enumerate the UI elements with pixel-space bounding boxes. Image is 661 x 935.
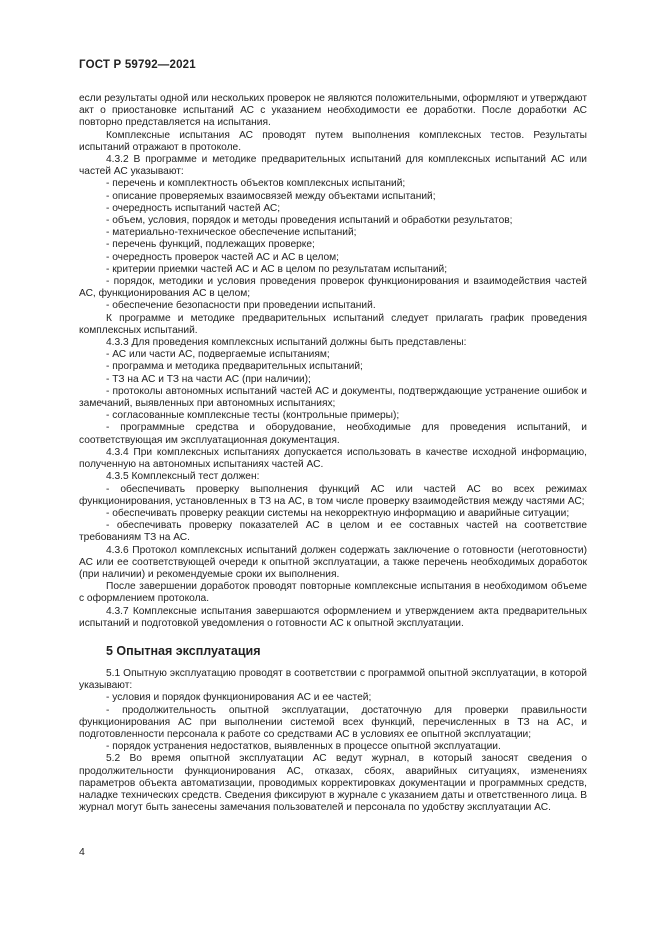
paragraph: - обеспечивать проверку реакции системы на некорректную информацию и аварийные ситуации;	[106, 507, 570, 519]
paragraph: 4.3.7 Комплексные испытания завершаются оформлением и утверждением акта предварительных испытаний и подготовкой уведомления о готовности АС к опытной эксплуатации.	[79, 605, 587, 629]
paragraph: 4.3.5 Комплексный тест должен:	[106, 471, 260, 483]
paragraph: - ТЗ на АС и ТЗ на части АС (при наличии);	[106, 373, 311, 385]
paragraph: Комплексные испытания АС проводят путем выполнения комплексных тестов. Результаты испытаний отражают в протоколе.	[79, 129, 587, 153]
paragraph: К программе и методике предварительных испытаний следует прилагать график проведения комплексных испытаний.	[79, 312, 587, 336]
paragraph: - программные средства и оборудование, необходимые для проведения испытаний, и соответствующая им эксплуатационная документация.	[79, 422, 587, 446]
paragraph: - описание проверяемых взаимосвязей между объектами испытаний;	[106, 190, 436, 202]
paragraph: - АС или части АС, подвергаемые испытаниям;	[106, 349, 330, 361]
paragraph: - условия и порядок функционирования АС и ее частей;	[106, 692, 372, 704]
paragraph: - обеспечивать проверку показателей АС в целом и ее составных частей на соответствие требованиям ТЗ на АС.	[79, 520, 587, 544]
paragraph: - объем, условия, порядок и методы проведения испытаний и обработки результатов;	[106, 215, 513, 227]
paragraph: - очередность испытаний частей АС;	[106, 202, 281, 214]
paragraph: 4.3.6 Протокол комплексных испытаний должен содержать заключение о готовности (неготовности) АС или ее соответствующей очереди к опытной эксплуатации, а также перечень необходимых доработок (при наличии) и рекомендуемые сроки их выполнения.	[79, 544, 587, 580]
section-5-heading: 5 Опытная эксплуатация	[106, 643, 261, 658]
document-body	[79, 93, 587, 814]
paragraph: 4.3.4 При комплексных испытаниях допускается использовать в качестве исходной информацию, полученную на автономных испытаниях частей АС.	[79, 446, 587, 471]
page-number: 4	[79, 846, 85, 858]
paragraph: - критерии приемки частей АС и АС в целом по результатам испытаний;	[106, 263, 448, 275]
paragraph: - перечень функций, подлежащих проверке;	[106, 239, 315, 251]
paragraph: - очередность проверок частей АС и АС в целом;	[106, 251, 340, 263]
document-header: ГОСТ Р 59792—2021	[79, 59, 196, 71]
paragraph: - порядок, методики и условия проведения проверок функционирования и взаимодействия частей АС, функционирования АС в целом;	[79, 276, 587, 300]
paragraph: - продолжительность опытной эксплуатации, достаточную для проверки правильности функционирования АС при выполнении системой всех функций, перечисленных в ТЗ на АС, и подготовленности персонала к работе со средствами АС в условиях ее опытной эксплуатации;	[79, 704, 587, 740]
section-5-text	[79, 668, 587, 814]
paragraph: - порядок устранения недостатков, выявленных в процессе опытной эксплуатации.	[106, 741, 501, 753]
paragraph: 4.3.2 В программе и методике предварительных испытаний для комплексных испытаний АС или частей АС указывают:	[79, 154, 587, 178]
paragraph: - перечень и комплектность объектов комплексных испытаний;	[106, 178, 406, 190]
paragraph: - протоколы автономных испытаний частей АС и документы, подтверждающие устранение ошибок и замечаний, выявленных при автономных испытаниях;	[79, 385, 587, 410]
paragraph: 4.3.3 Для проведения комплексных испытаний должны быть представлены:	[106, 337, 467, 349]
paragraph: - обеспечивать проверку выполнения функций АС или частей АС во всех режимах функционирования, установленных в ТЗ на АС, в том числе проверку взаимодействия между частями АС;	[79, 483, 587, 507]
paragraph: 5.2 Во время опытной эксплуатации АС ведут журнал, в который заносят сведения о продолжительности функционирования АС, отказах, сбоях, аварийных ситуациях, изменениях параметров объекта автоматизации, проводимых корректировках документации и программных средств, наладке технических средств. Сведения фиксируют в журнале с указанием даты и ответственного лица. В журнал могут быть занесены замечания пользователей и персонала по удобству эксплуатации АС.	[79, 753, 587, 814]
paragraph: - программа и методика предварительных испытаний;	[106, 361, 363, 373]
paragraph: - согласованные комплексные тесты (контрольные примеры);	[106, 410, 400, 422]
clause-4-3-text	[79, 93, 587, 630]
paragraph: После завершении доработок проводят повторные комплексные испытания в необходимом объеме с оформлением протокола.	[79, 581, 587, 605]
paragraph: - обеспечение безопасности при проведении испытаний.	[106, 300, 376, 312]
paragraph: 5.1 Опытную эксплуатацию проводят в соответствии с программой опытной эксплуатации, в которой указывают:	[79, 667, 587, 692]
paragraph: если результаты одной или нескольких проверок не являются положительными, оформляют и утверждают акт о приостановке испытаний АС с указанием необходимости ее доработки. После доработки АС повторно представляется на испытания.	[79, 93, 587, 129]
paragraph: - материально-техническое обеспечение испытаний;	[106, 227, 357, 239]
